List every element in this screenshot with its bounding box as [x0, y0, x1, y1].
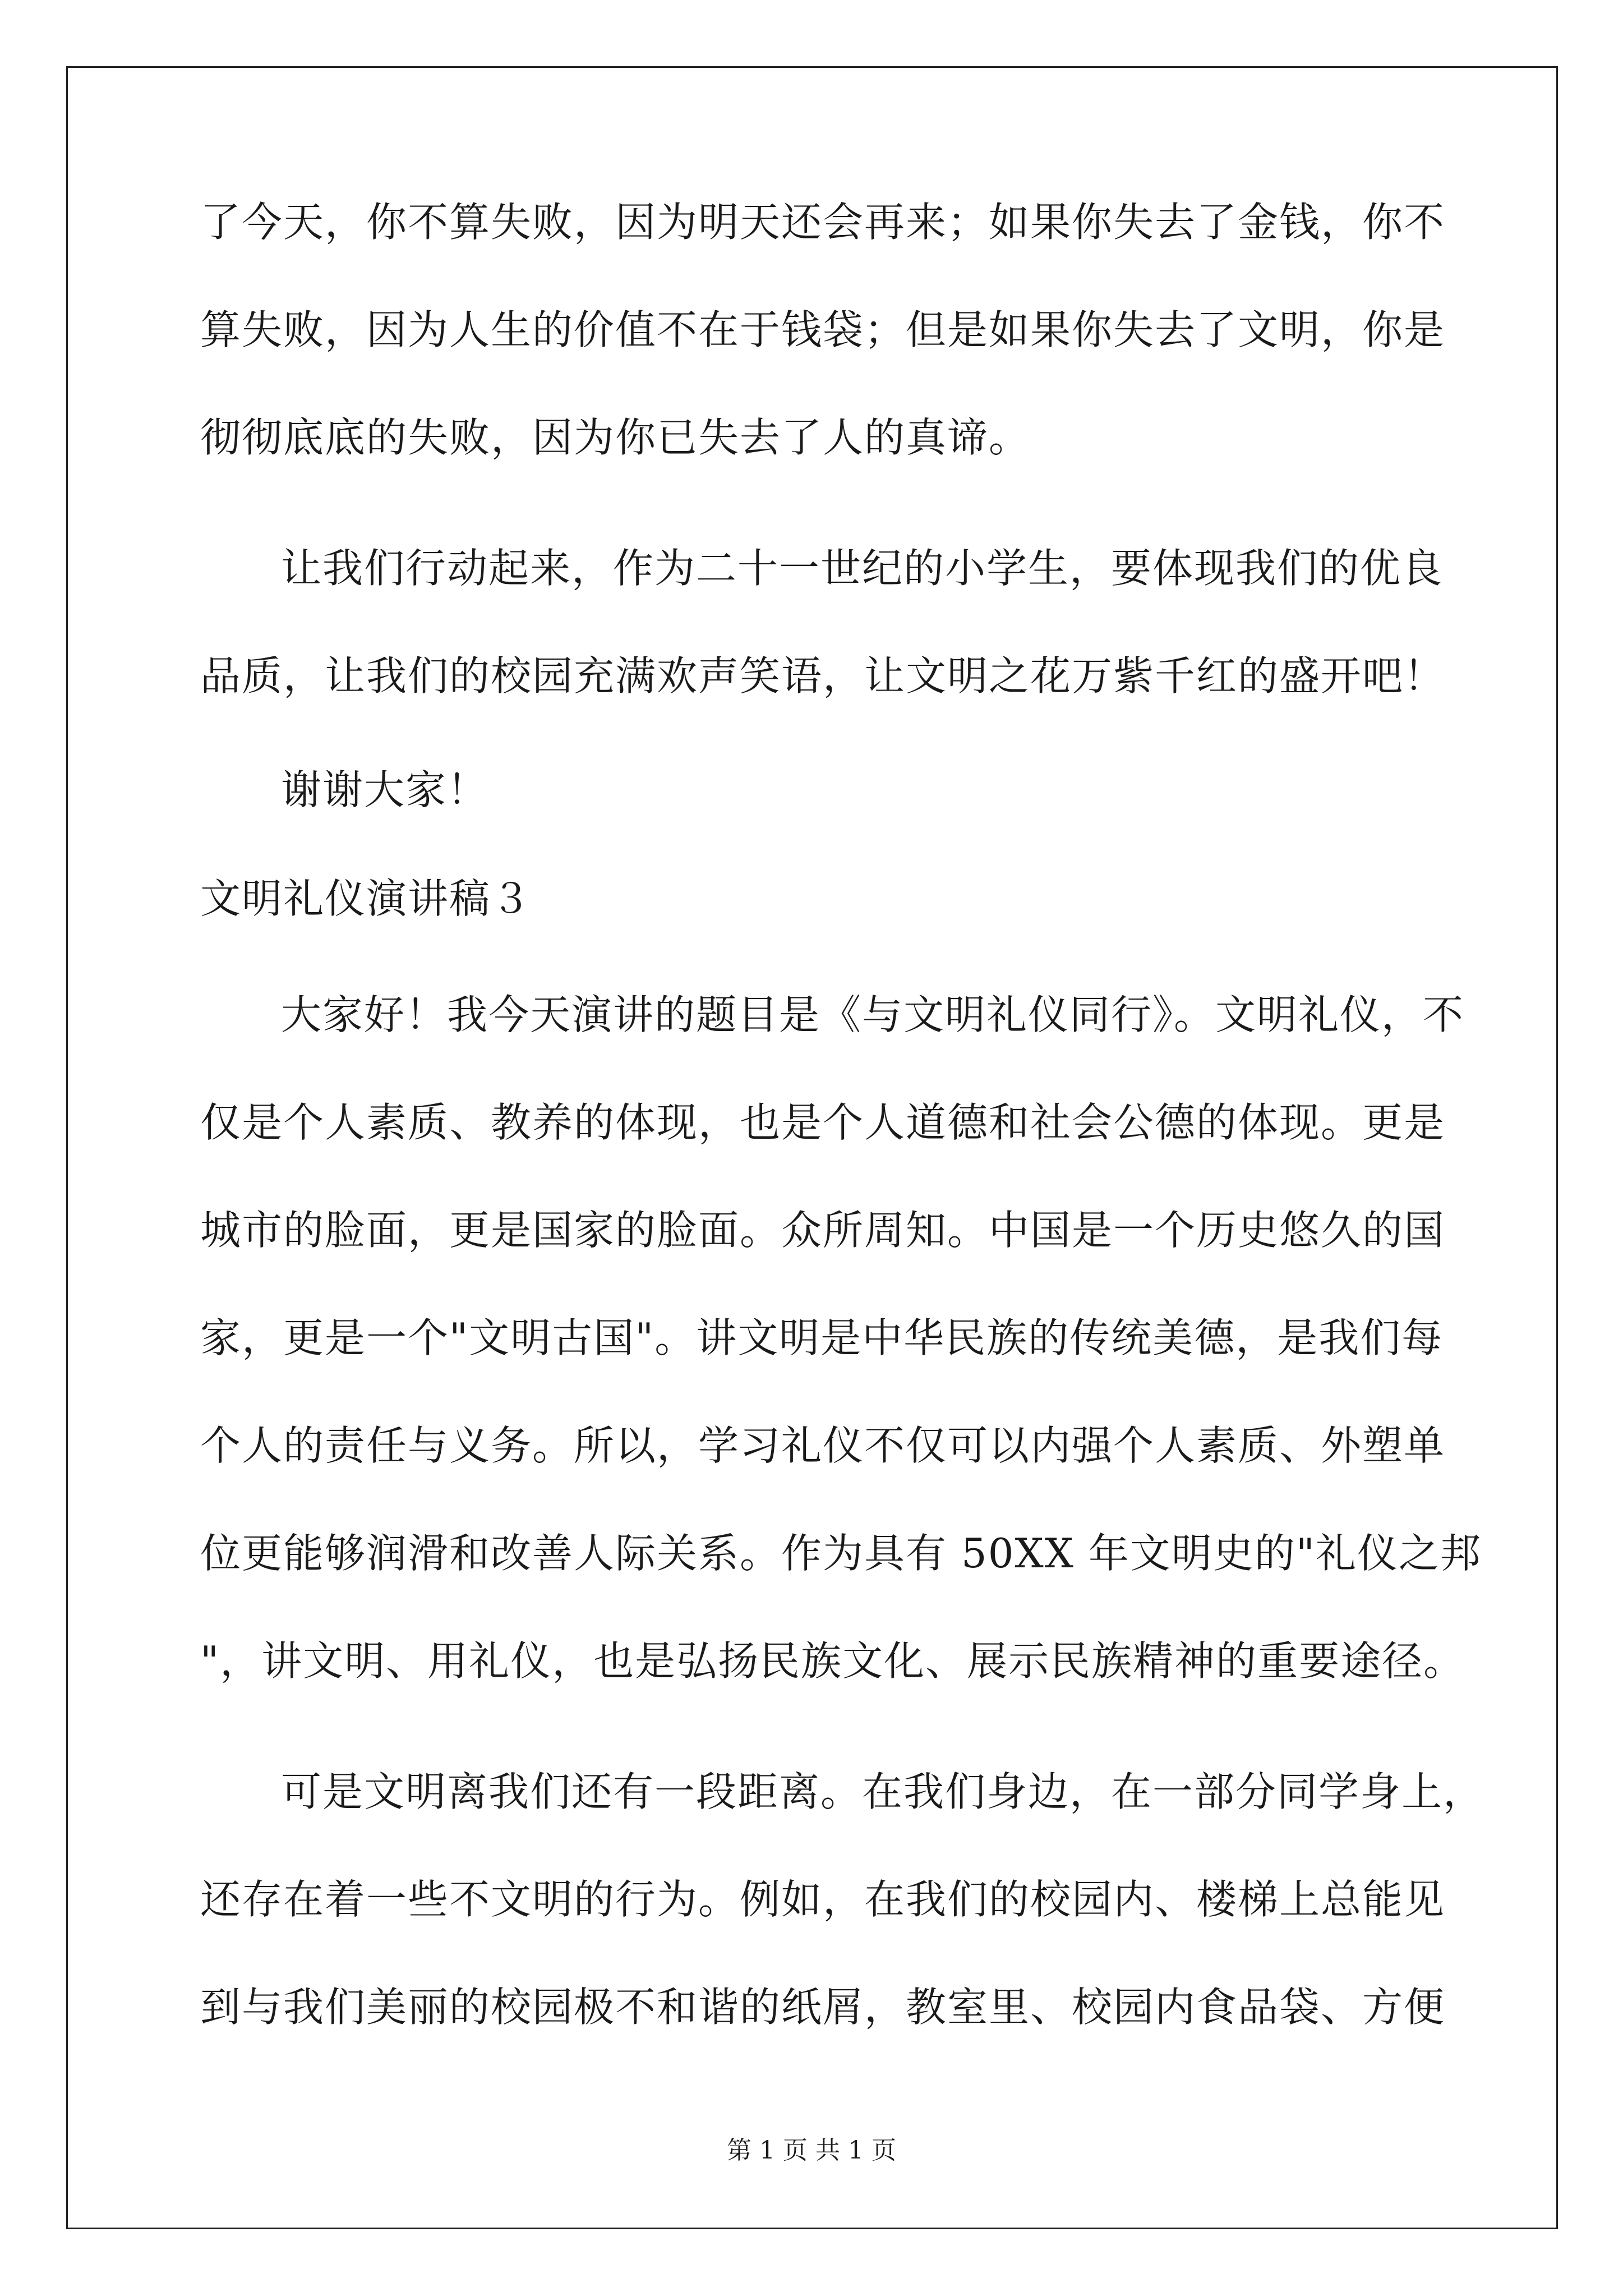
text-line: 到与我们美丽的校园极不和谐的纸屑，教室里、校园内食品袋、方便: [200, 1984, 1446, 2031]
text-line: 彻彻底底的失败，因为你已失去了人的真谛。: [200, 414, 1031, 461]
text-line: 还存在着一些不文明的行为。例如，在我们的校园内、楼梯上总能见: [200, 1876, 1446, 1923]
text-line: 了今天，你不算失败，因为明天还会再来；如果你失去了金钱，你不: [200, 199, 1446, 246]
text-line: "，讲文明、用礼仪，也是弘扬民族文化、展示民族精神的重要途径。: [200, 1637, 1465, 1685]
paragraph-line-indented: 让我们行动起来，作为二十一世纪的小学生，要体现我们的优良: [281, 545, 1444, 592]
text-line: 算失败，因为人生的价值不在于钱袋；但是如果你失去了文明，你是: [200, 306, 1446, 353]
closing-remark: 谢谢大家！: [281, 766, 489, 813]
text-line: 城市的脸面，更是国家的脸面。众所周知。中国是一个历史悠久的国: [200, 1207, 1446, 1254]
section-heading: 文明礼仪演讲稿３: [200, 875, 533, 922]
paragraph-line-indented: 可是文明离我们还有一段距离。在我们身边，在一部分同学身上，: [281, 1768, 1485, 1815]
text-line: 个人的责任与义务。所以，学习礼仪不仅可以内强个人素质、外塑单: [200, 1422, 1446, 1469]
paragraph-line-indented: 大家好！我今天演讲的题目是《与文明礼仪同行》。文明礼仪，不: [281, 991, 1465, 1038]
text-line: 品质，让我们的校园充满欢声笑语，让文明之花万紫千红的盛开吧！: [200, 652, 1446, 700]
text-line: 位更能够润滑和改善人际关系。作为具有 50XX 年文明史的"礼仪之邦: [200, 1530, 1482, 1577]
page-footer: 第 1 页 共 1 页: [727, 2136, 896, 2165]
text-line: 仅是个人素质、教养的体现，也是个人道德和社会公德的体现。更是: [200, 1099, 1446, 1146]
text-line: 家，更是一个"文明古国"。讲文明是中华民族的传统美德，是我们每: [200, 1314, 1444, 1361]
